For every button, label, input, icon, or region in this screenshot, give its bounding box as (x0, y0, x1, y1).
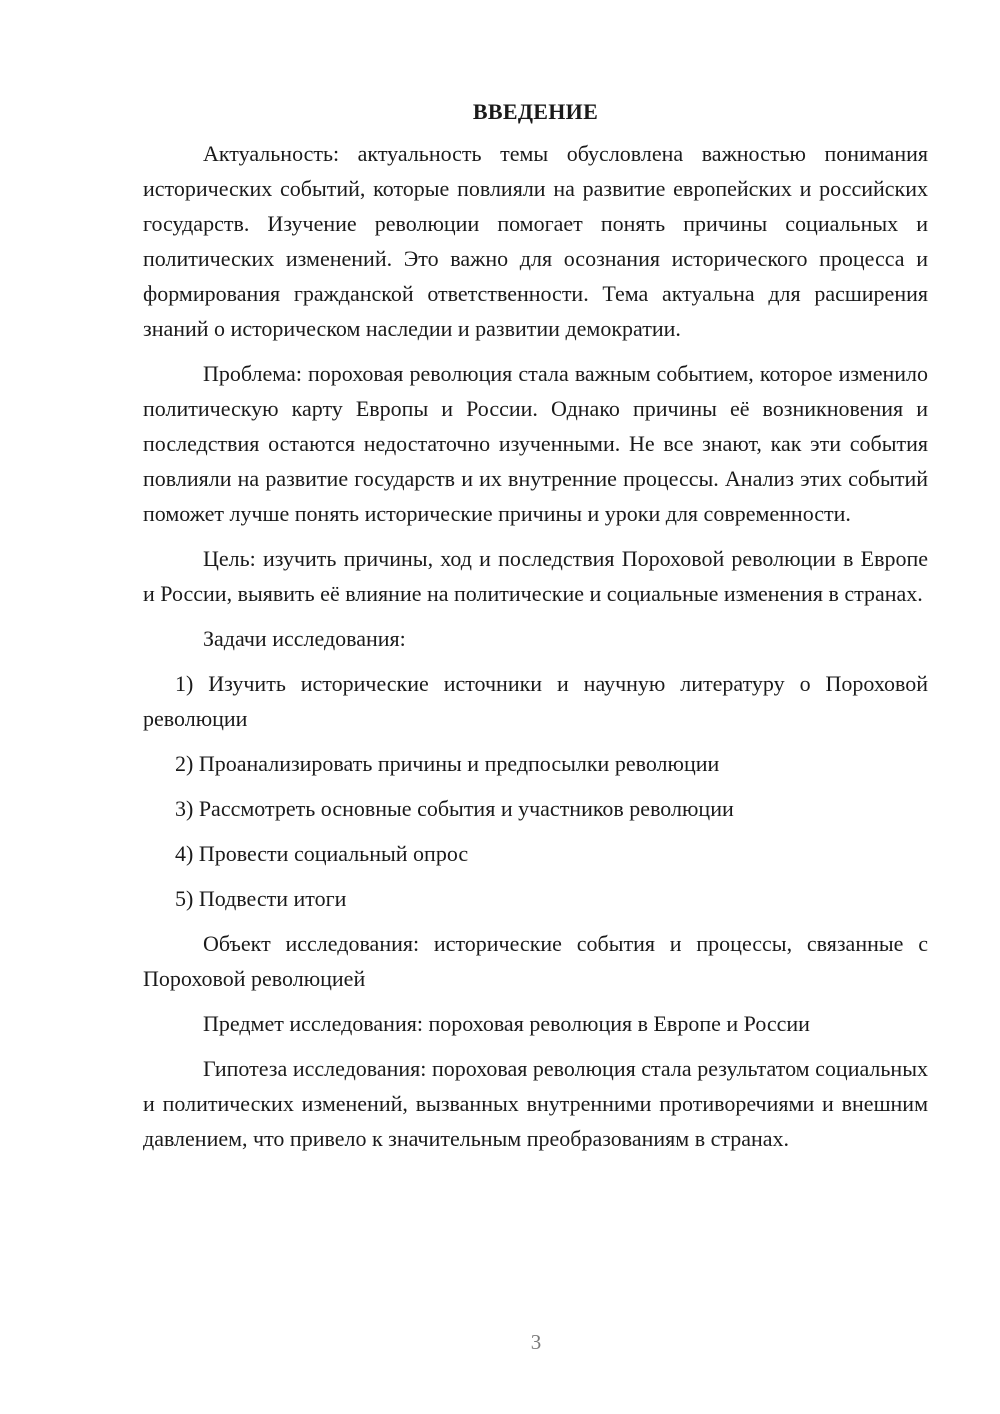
task-item-2: 2) Проанализировать причины и предпосылки революции (175, 751, 720, 776)
task-item-1: 1) Изучить исторические источники и научную литературу о Пороховой революции (143, 671, 928, 731)
paragraph-relevance: Актуальность: актуальность темы обусловлена важностью понимания исторических событий, которые повлияли на развитие европейских и российских государств. Изучение революции помогает понять причины социальных и политических изменений. Это важно для осознания исторического процесса и формирования гражданской ответственности. Тема актуальна для расширения знаний о историческом наследии и развитии демократии. (143, 141, 928, 341)
page-content (143, 94, 928, 1166)
task-item-3: 3) Рассмотреть основные события и участников революции (175, 796, 734, 821)
paragraph-hypothesis: Гипотеза исследования: пороховая революция стала результатом социальных и политических изменений, вызванных внутренними противоречиями и внешним давлением, что привело к значительным преобразованиям в странах. (143, 1056, 928, 1151)
task-item-5: 5) Подвести итоги (175, 886, 347, 911)
paragraph-object: Объект исследования: исторические события и процессы, связанные с Пороховой революцией (143, 931, 928, 991)
section-title: ВВЕДЕНИЕ (472, 99, 599, 124)
paragraph-tasks-heading: Задачи исследования: (203, 626, 406, 651)
task-item-4: 4) Провести социальный опрос (175, 841, 469, 866)
paragraph-subject: Предмет исследования: пороховая революция в Европе и России (203, 1011, 810, 1036)
paragraph-goal: Цель: изучить причины, ход и последствия Пороховой революции в Европе и России, выявить её влияние на политические и социальные изменения в странах. (143, 546, 928, 606)
page-number: 3 (530, 1330, 542, 1354)
paragraph-problem: Проблема: пороховая революция стала важным событием, которое изменило политическую карту Европы и России. Однако причины её возникновения и последствия остаются недостаточно изученными. Не все знают, как эти события повлияли на развитие государств и их внутренние процессы. Анализ этих событий поможет лучше понять исторические причины и уроки для современности. (143, 361, 928, 526)
